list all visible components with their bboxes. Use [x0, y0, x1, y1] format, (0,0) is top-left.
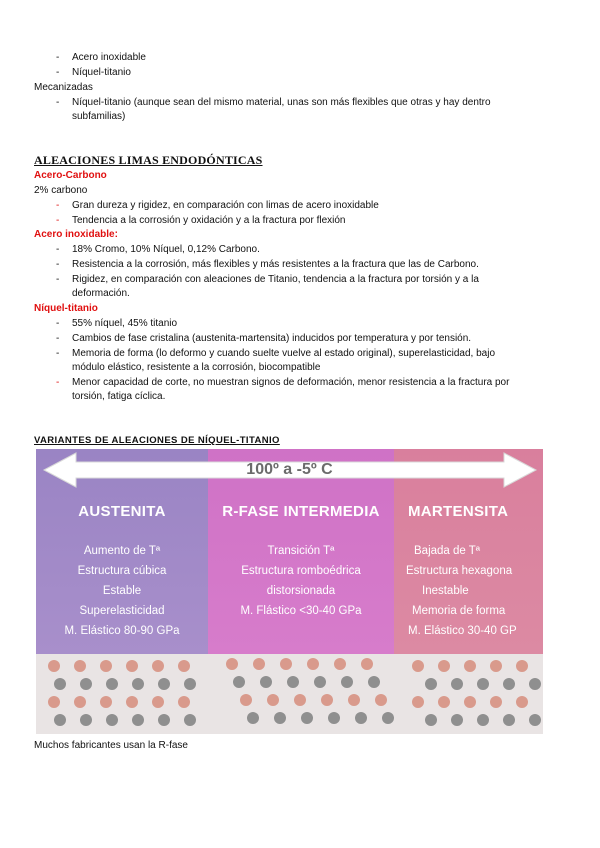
- atom: [54, 678, 66, 690]
- atom: [253, 658, 265, 670]
- atom: [477, 678, 489, 690]
- atom: [152, 696, 164, 708]
- atom: [267, 694, 279, 706]
- list-item-continued: deformación.: [72, 288, 130, 299]
- bullet-dash: -: [56, 200, 60, 211]
- atom: [334, 658, 346, 670]
- atom: [74, 696, 86, 708]
- list-item: Cambios de fase cristalina (austenita-martensita) inducidos por temperatura y por tensión.: [72, 333, 472, 344]
- list-item: Níquel-titanio (aunque sean del mismo material, unas son más flexibles que otras y hay dentro: [72, 97, 491, 108]
- nitinol-phases-infographic: [36, 449, 543, 734]
- atom: [100, 696, 112, 708]
- atom: [274, 712, 286, 724]
- property-line: Bajada de Tª: [414, 545, 481, 557]
- property-line: Estructura hexagona: [406, 565, 513, 577]
- austenita-title: AUSTENITA: [78, 503, 166, 520]
- atom: [158, 714, 170, 726]
- atom: [516, 696, 528, 708]
- crystal-lattice-diagrams: [36, 654, 543, 734]
- atom: [126, 660, 138, 672]
- atom: [355, 712, 367, 724]
- property-line: Inestable: [422, 585, 469, 597]
- property-line: distorsionada: [266, 585, 336, 597]
- atom: [247, 712, 259, 724]
- atom: [529, 714, 541, 726]
- atom: [158, 678, 170, 690]
- atom: [233, 676, 245, 688]
- atom: [490, 696, 502, 708]
- subheading-acero-carbono: Acero-Carbono: [34, 170, 107, 181]
- bullet-dash: -: [56, 67, 60, 78]
- atom: [126, 696, 138, 708]
- atom: [490, 660, 502, 672]
- temperature-range-label: 100º a -5º C: [246, 461, 333, 478]
- martensita-properties: [404, 541, 543, 641]
- property-line: Estructura cúbica: [77, 565, 167, 577]
- list-item: Rigidez, en comparación con aleaciones de Titanio, tendencia a la fractura por torsión y a la: [72, 274, 479, 285]
- atom: [184, 678, 196, 690]
- atom: [328, 712, 340, 724]
- atom: [438, 696, 450, 708]
- property-line: M. Elástico 30-40 GP: [408, 625, 517, 637]
- list-item: Memoria de forma (lo deformo y cuando suelte vuelve al estado original), superelasticidad, bajo: [72, 348, 496, 359]
- atom: [106, 714, 118, 726]
- atom: [106, 678, 118, 690]
- atom: [184, 714, 196, 726]
- atom: [529, 678, 541, 690]
- property-line: M. Elástico 80-90 GPa: [64, 625, 180, 637]
- atom: [287, 676, 299, 688]
- atom: [80, 678, 92, 690]
- list-item: 18% Cromo, 10% Níquel, 0,12% Carbono.: [72, 244, 260, 255]
- list-item-continued: módulo elástico, resistente a la corrosión, biocompatible: [72, 362, 321, 373]
- rfase-title: R-FASE INTERMEDIA: [222, 503, 380, 520]
- atom: [341, 676, 353, 688]
- list-item: Acero inoxidable: [72, 52, 146, 63]
- atom: [464, 660, 476, 672]
- rfase-properties: [208, 541, 394, 621]
- atom: [48, 696, 60, 708]
- atom: [368, 676, 380, 688]
- atom: [54, 714, 66, 726]
- atom: [301, 712, 313, 724]
- list-item-continued: subfamilias): [72, 111, 126, 122]
- bullet-dash: -: [56, 259, 60, 270]
- atom: [477, 714, 489, 726]
- bullet-dash: -: [56, 274, 60, 285]
- martensita-title: MARTENSITA: [408, 503, 509, 520]
- bullet-dash: -: [56, 244, 60, 255]
- property-line: Memoria de forma: [412, 605, 506, 617]
- bullet-dash: -: [56, 377, 60, 388]
- property-line: Transición Tª: [267, 545, 335, 557]
- paragraph: 2% carbono: [34, 185, 88, 196]
- list-item: Resistencia a la corrosión, más flexibles y más resistentes a la fractura que las de Carbono.: [72, 259, 479, 270]
- atom: [425, 678, 437, 690]
- list-item: Gran dureza y rigidez, en comparación con limas de acero inoxidable: [72, 200, 379, 211]
- list-label: Mecanizadas: [34, 82, 93, 93]
- section-title: VARIANTES DE ALEACIONES DE NÍQUEL-TITANIO: [34, 435, 280, 446]
- figure-caption: Muchos fabricantes usan la R-fase: [34, 740, 188, 751]
- atom: [438, 660, 450, 672]
- atom: [132, 678, 144, 690]
- atom: [178, 660, 190, 672]
- atom: [412, 696, 424, 708]
- subheading-niquel-titanio: Níquel-titanio: [34, 303, 98, 314]
- atom: [74, 660, 86, 672]
- atom: [348, 694, 360, 706]
- atom: [294, 694, 306, 706]
- atom: [226, 658, 238, 670]
- atom: [321, 694, 333, 706]
- atom: [464, 696, 476, 708]
- atom: [178, 696, 190, 708]
- list-item: Menor capacidad de corte, no muestran signos de deformación, menor resistencia a la fractura por: [72, 377, 510, 388]
- bullet-dash: -: [56, 348, 60, 359]
- atom: [152, 660, 164, 672]
- austenita-properties: [36, 541, 208, 641]
- list-item: Tendencia a la corrosión y oxidación y a la fractura por flexión: [72, 215, 346, 226]
- bullet-dash: -: [56, 52, 60, 63]
- atom: [361, 658, 373, 670]
- atom: [503, 678, 515, 690]
- atom: [307, 658, 319, 670]
- atom: [451, 678, 463, 690]
- atom: [48, 660, 60, 672]
- bullet-dash: -: [56, 97, 60, 108]
- atom: [80, 714, 92, 726]
- bullet-dash: -: [56, 318, 60, 329]
- atom: [260, 676, 272, 688]
- atom: [412, 660, 424, 672]
- atom: [132, 714, 144, 726]
- list-item-continued: torsión, fatiga cíclica.: [72, 391, 166, 402]
- bullet-dash: -: [56, 333, 60, 344]
- atom: [100, 660, 112, 672]
- bullet-dash: -: [56, 215, 60, 226]
- property-line: M. Flástico <30-40 GPa: [240, 605, 362, 617]
- property-line: Estable: [102, 585, 142, 597]
- atom: [503, 714, 515, 726]
- atom: [280, 658, 292, 670]
- atom: [375, 694, 387, 706]
- atom: [240, 694, 252, 706]
- subheading-acero-inoxidable: Acero inoxidable:: [34, 229, 118, 240]
- atom: [314, 676, 326, 688]
- list-item: Níquel-titanio: [72, 67, 131, 78]
- section-title: ALEACIONES LIMAS ENDODÓNTICAS: [34, 153, 263, 167]
- atom: [451, 714, 463, 726]
- list-item: 55% níquel, 45% titanio: [72, 318, 178, 329]
- property-line: Superelasticidad: [79, 605, 165, 617]
- property-line: Estructura romboédrica: [241, 565, 361, 577]
- atom: [382, 712, 394, 724]
- atom: [425, 714, 437, 726]
- property-line: Aumento de Tª: [83, 545, 161, 557]
- atom: [516, 660, 528, 672]
